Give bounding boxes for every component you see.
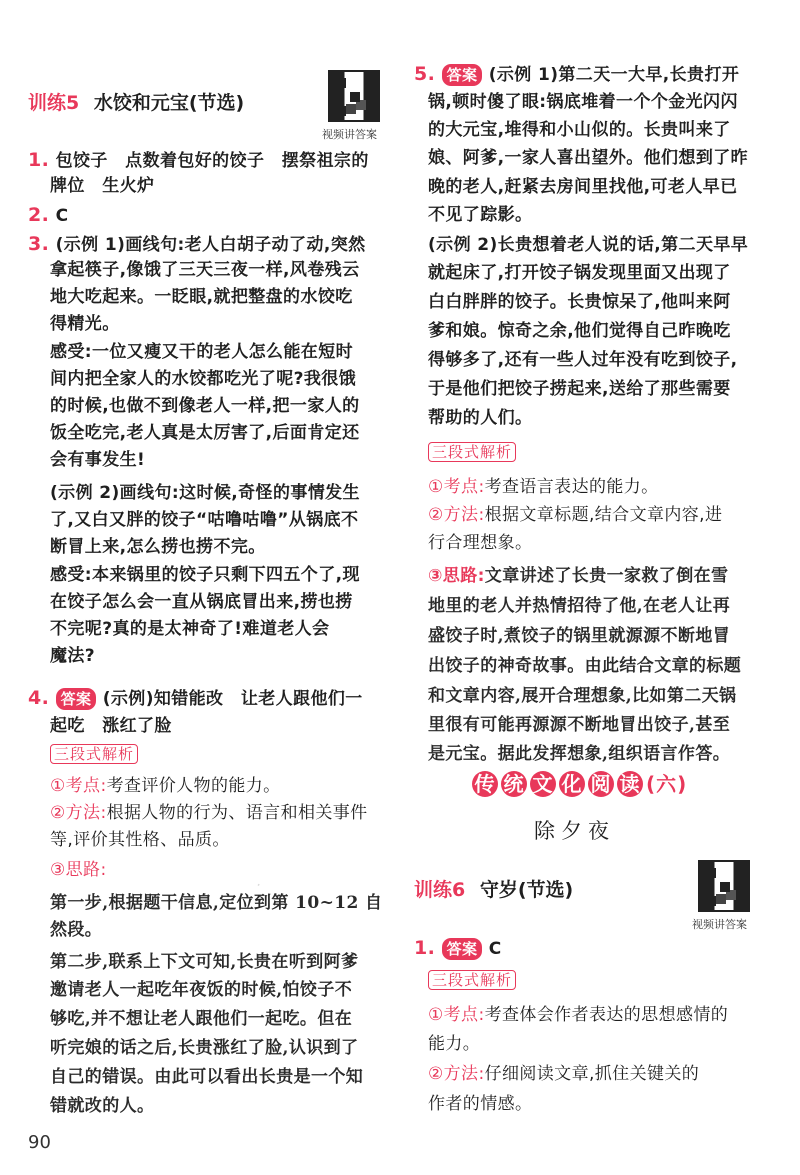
- kaodian-line: [50, 776, 281, 796]
- q3-line: 的时候,也做不到像老人一样,把一家人的: [50, 396, 360, 416]
- silu-hw-line: 然段。: [50, 920, 103, 940]
- q3-line: 不完呢?真的是太神奇了!难道老人会: [50, 619, 330, 639]
- silu-hw-line: 和文章内容,展开合理想象,比如第二天锅: [428, 686, 737, 706]
- kaodian-line: [428, 477, 659, 497]
- question-number: 1.: [414, 937, 436, 959]
- answer-tag: 答案: [442, 938, 483, 960]
- silu-hw-line: 是元宝。据此发挥想象,组织语言作答。: [428, 744, 731, 764]
- silu-hw-line: 错就改的人。: [50, 1096, 155, 1116]
- q3-line: 在饺子怎么会一直从锅底冒出来,捞也捞: [50, 592, 353, 612]
- q3-line: 间内把全家人的水饺都吃光了呢?我很饿: [50, 369, 357, 389]
- silu-hw-text: 文章讲述了长贵一家救了倒在雪: [484, 566, 729, 586]
- silu-hw-line: 自己的错误。由此可以看出长贵是一个知: [50, 1067, 364, 1087]
- q5-line: 爹和娘。惊奇之余,他们觉得自己昨晚吃: [428, 321, 731, 341]
- chapter-subtitle: 除夕夜: [534, 819, 615, 843]
- q5-line: 的大元宝,堆得和小山似的。长贵叫来了: [428, 120, 731, 140]
- q3-line: [28, 234, 366, 255]
- question-number: 5.: [414, 63, 436, 85]
- analysis-label: 三段式解析: [428, 970, 516, 990]
- section-title-text: 水饺和元宝(节选): [93, 92, 245, 114]
- silu-line: [50, 860, 107, 880]
- page-number: 90: [28, 1132, 51, 1153]
- kaodian-text: 考查语言表达的能力。: [484, 477, 659, 497]
- q3-line: (示例 2)画线句:这时候,奇怪的事情发生: [50, 483, 360, 503]
- kaodian-label: ①考点:: [428, 477, 485, 497]
- fangfa-line2: 作者的情感。: [428, 1094, 533, 1114]
- banner-char: 阅: [588, 771, 614, 797]
- fangfa-label: ②方法:: [428, 1064, 485, 1084]
- answer-text: 包饺子 点数着包好的饺子 摆祭祖宗的: [55, 151, 369, 171]
- fangfa-line: [428, 1064, 699, 1084]
- fangfa-line: [50, 803, 368, 823]
- silu-label: ③思路:: [50, 860, 107, 880]
- analysis-tag: [428, 442, 516, 462]
- section-tag: 训练5: [28, 92, 80, 114]
- fangfa-line: [428, 505, 722, 525]
- answer-text: C: [55, 206, 69, 226]
- question-number: 2.: [28, 204, 50, 226]
- kaodian-text: 考查评价人物的能力。: [106, 776, 281, 796]
- chapter-banner: [472, 770, 687, 798]
- fangfa-line2: 行合理想象。: [428, 533, 533, 553]
- analysis-tag: [428, 970, 516, 990]
- silu-label: ③思路:: [428, 566, 485, 586]
- silu-hw-line: 出饺子的神奇故事。由此结合文章的标题: [428, 656, 742, 676]
- question-number: 3.: [28, 233, 50, 255]
- qr-code-icon[interactable]: [698, 860, 750, 912]
- answer-tag: 答案: [442, 64, 483, 86]
- q5-line: 得够多了,还有一些人过年没有吃到饺子,: [428, 350, 738, 370]
- q1-answer-line: [414, 938, 502, 960]
- kaodian-line2: 能力。: [428, 1034, 481, 1054]
- answer-tag: 答案: [56, 688, 97, 710]
- q5-line: 锅,顿时傻了眼:锅底堆着一个个金光闪闪: [428, 92, 738, 112]
- silu-hw-line: 里很有可能再源源不断地冒出饺子,甚至: [428, 715, 731, 735]
- section-title-xunlian5: [28, 88, 244, 115]
- fangfa-label: ②方法:: [50, 803, 107, 823]
- answer-text: (示例)知错能改 让老人跟他们一: [102, 689, 363, 709]
- silu-hw-line: 第二步,联系上下文可知,长贵在听到阿爹: [50, 952, 359, 972]
- q4-line1: [28, 688, 363, 710]
- silu-hw-line: 地里的老人并热情招待了他,在老人让再: [428, 596, 731, 616]
- fangfa-text: 仔细阅读文章,抓住关键关的: [484, 1064, 700, 1084]
- q4-line2: 起吃 涨红了脸: [50, 716, 172, 736]
- analysis-tag: [50, 744, 138, 764]
- question-number: 1.: [28, 149, 50, 171]
- banner-char: 传: [472, 771, 498, 797]
- q1-line2: 牌位 生火炉: [50, 176, 155, 196]
- silu-hw-line: 听完娘的话之后,长贵涨红了脸,认识到了: [50, 1038, 359, 1058]
- section-tag: 训练6: [414, 879, 466, 901]
- q5-line: 帮助的人们。: [428, 408, 533, 428]
- silu-hw-line: 邀请老人一起吃年夜饭的时候,怕饺子不: [50, 980, 353, 1000]
- fangfa-text: 根据人物的行为、语言和相关事件: [106, 803, 368, 823]
- q5-line: 于是他们把饺子捞起来,送给了那些需要: [428, 379, 731, 399]
- q3-line: 饭全吃完,老人真是太厉害了,后面肯定还: [50, 423, 360, 443]
- banner-char: 统: [501, 771, 527, 797]
- banner-suffix: (六): [646, 772, 688, 796]
- watermark: ·: [251, 877, 272, 899]
- answer-text: (示例 1)画线句:老人白胡子动了动,突然: [55, 235, 366, 255]
- q3-line: 拿起筷子,像饿了三天三夜一样,风卷残云: [50, 260, 360, 280]
- q3-line: 感受:本来锅里的饺子只剩下四五个了,现: [50, 565, 360, 585]
- silu-hw-line: 盛饺子时,煮饺子的锅里就源源不断地冒: [428, 626, 731, 646]
- q3-line: 地大吃起来。一眨眼,就把整盘的水饺吃: [50, 287, 353, 307]
- section-title-xunlian6: [414, 875, 573, 902]
- q5-line: (示例 2)长贵想着老人说的话,第二天早早: [428, 235, 749, 255]
- banner-char: 读: [617, 771, 643, 797]
- kaodian-label: ①考点:: [50, 776, 107, 796]
- q1-line1: [28, 150, 369, 171]
- q5-line: 晚的老人,赶紧去房间里找他,可老人早已: [428, 177, 738, 197]
- q5-line: 白白胖胖的饺子。长贵惊呆了,他叫来阿: [428, 292, 731, 312]
- silu-hw-line: 第一步,根据题干信息,定位到第 10~12 自: [50, 893, 383, 913]
- q5-line: 娘、阿爹,一家人喜出望外。他们想到了昨: [428, 148, 749, 168]
- q3-line: 了,又白又胖的饺子“咕噜咕噜”从锅底不: [50, 510, 359, 530]
- q3-line: 感受:一位又瘦又干的老人怎么能在短时: [50, 342, 353, 362]
- analysis-label: 三段式解析: [428, 442, 516, 462]
- q2-line: [28, 205, 68, 226]
- kaodian-line: [428, 1005, 728, 1025]
- q5-line: 不见了踪影。: [428, 205, 533, 225]
- question-number: 4.: [28, 687, 50, 709]
- qr-code-icon[interactable]: [328, 70, 380, 122]
- fangfa-text: 根据文章标题,结合文章内容,进: [484, 505, 723, 525]
- qr-caption: 视频讲答案: [692, 918, 747, 931]
- fangfa-label: ②方法:: [428, 505, 485, 525]
- kaodian-text: 考查体会作者表达的思想感情的: [484, 1005, 729, 1025]
- banner-char: 文: [530, 771, 556, 797]
- q5-line: 就起床了,打开饺子锅发现里面又出现了: [428, 263, 731, 283]
- silu-hw-line: 够吃,并不想让老人跟他们一起吃。但在: [50, 1009, 353, 1029]
- analysis-label: 三段式解析: [50, 744, 138, 764]
- q3-line: 断冒上来,怎么捞也捞不完。: [50, 537, 266, 557]
- fangfa-line2: 等,评价其性格、品质。: [50, 830, 230, 850]
- qr-caption: 视频讲答案: [322, 128, 377, 141]
- silu-line: [428, 566, 728, 586]
- answer-text: (示例 1)第二天一大早,长贵打开: [488, 65, 740, 85]
- q5-line1: [414, 64, 739, 86]
- answer-text: C: [488, 939, 502, 959]
- banner-char: 化: [559, 771, 585, 797]
- q3-line: 魔法?: [50, 646, 96, 666]
- q3-line: 会有事发生!: [50, 450, 146, 470]
- q3-line: 得精光。: [50, 314, 120, 334]
- section-title-text: 守岁(节选): [479, 879, 574, 901]
- kaodian-label: ①考点:: [428, 1005, 485, 1025]
